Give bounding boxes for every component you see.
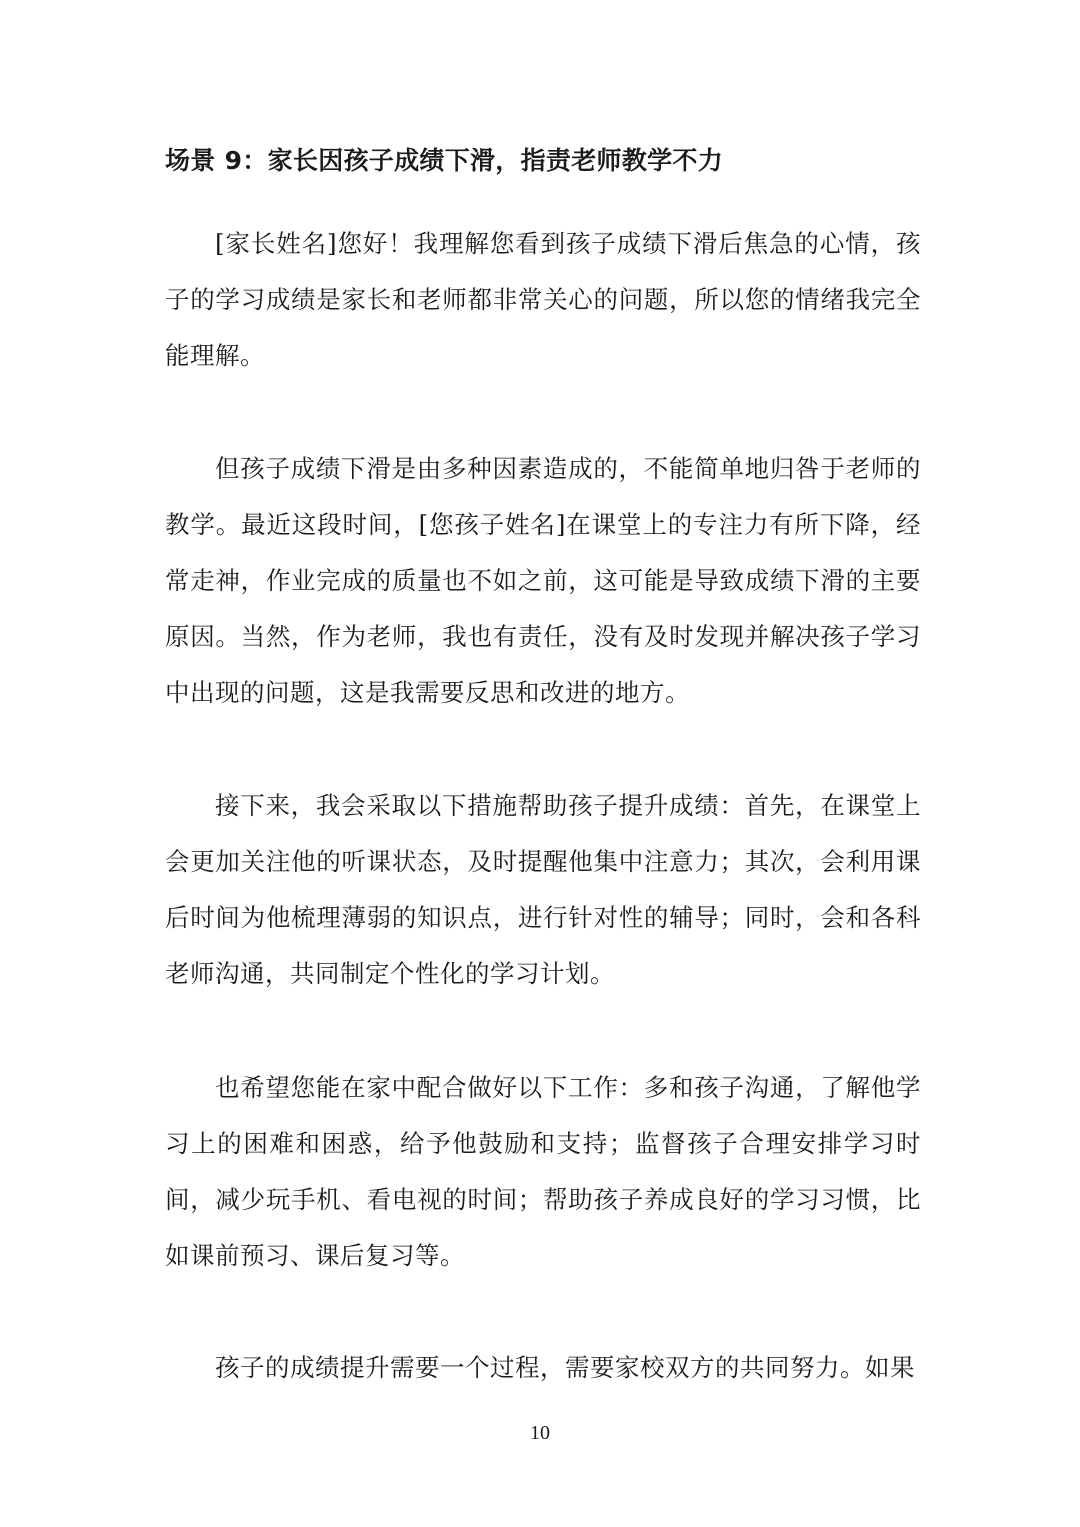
- paragraph-causes: 但孩子成绩下滑是由多种因素造成的，不能简单地归咎于老师的教学。最近这段时间，[您孩子姓名]在课堂上的专注力有所下降，经常走神，作业完成的质量也不如之前，这可能是导致成绩下滑的主要原因。当然，作为老师，我也有责任，没有及时发现并解决孩子学习中出现的问题，这是我需要反思和改进的地方。: [165, 454, 921, 707]
- page-number: 10: [530, 1422, 550, 1444]
- paragraph-closing: 孩子的成绩提升需要一个过程，需要家校双方的共同努力。如果: [215, 1353, 915, 1382]
- paragraph-greeting: [家长姓名]您好！我理解您看到孩子成绩下滑后焦急的心情，孩子的学习成绩是家长和老师都非常关心的问题，所以您的情绪我完全能理解。: [165, 229, 921, 370]
- paragraph-home-cooperation: 也希望您能在家中配合做好以下工作：多和孩子沟通，了解他学习上的困难和困惑，给予他鼓励和支持；监督孩子合理安排学习时间，减少玩手机、看电视的时间；帮助孩子养成良好的学习习惯，比如课前预习、课后复习等。: [165, 1073, 921, 1270]
- paragraph-measures: 接下来，我会采取以下措施帮助孩子提升成绩：首先，在课堂上会更加关注他的听课状态，及时提醒他集中注意力；其次，会利用课后时间为他梳理薄弱的知识点，进行针对性的辅导；同时，会和各科老师沟通，共同制定个性化的学习计划。: [165, 791, 921, 988]
- section-heading: 场景 9：家长因孩子成绩下滑，指责老师教学不力: [165, 146, 724, 175]
